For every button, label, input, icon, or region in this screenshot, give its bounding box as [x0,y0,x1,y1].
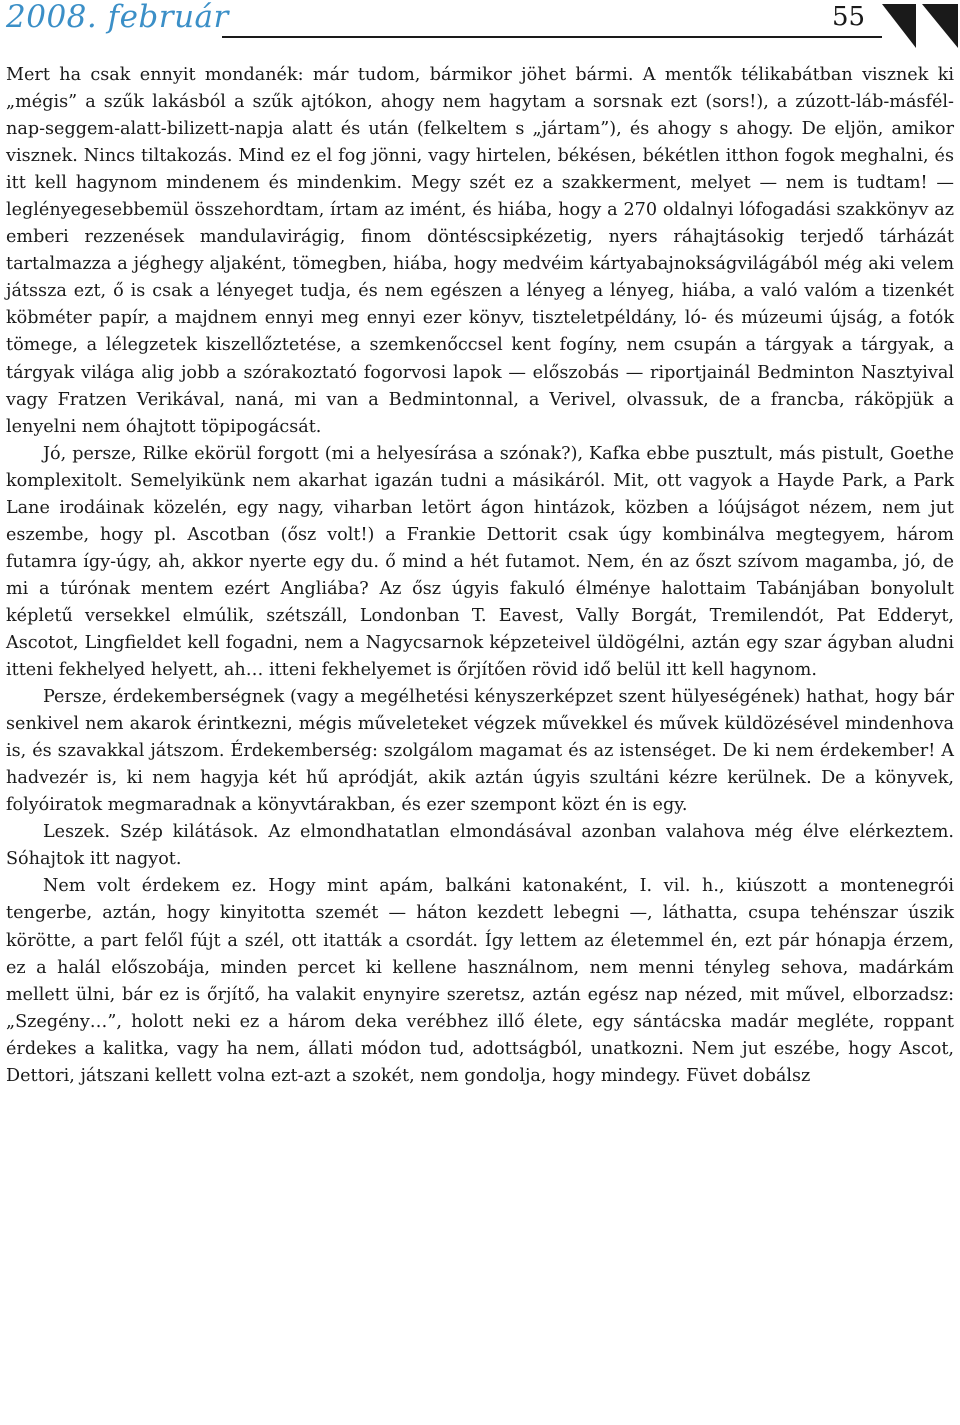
running-title: 2008. február [6,0,229,35]
page-number: 55 [832,2,866,32]
body-text [6,62,954,1090]
double-triangle-mark-icon [882,4,958,48]
paragraph-5: Nem volt érdekem ez. Hogy mint apám, balkáni katonaként, I. vil. h., kiúszott a montenegrói tengerbe, aztán, hogy kinyitotta szemét — háton kezdett lebegni —, láthatta, csupa tehénszar úszik körötte, a part felől fújt a szél, ott itatták a csordát. Így lettem az életemmel én, ezt pár hónapja érzem, ez a halál előszobája, minden percet ki kellene használnom, nem menni tényleg sehova, madárkám mellett ülni, bár ez is őrjítő, ha valakit enynyire szeretsz, aztán egész nap nézed, mit művel, elborzadsz: „Szegény…”, holott neki ez a három deka verébhez illő élete, egy sántácska madár megléte, roppant érdekes a kalitka, vagy ha nem, állati módon tud, adottságból, unatkozni. Nem jut eszébe, hogy Ascot, Dettori, játszani kellett volna ezt-azt a szokét, nem gondolja, hogy mindegy. Füvet dobálsz [6,876,954,1086]
paragraph-4: Leszek. Szép kilátások. Az elmondhatatlan elmondásával azonban valahova még élve elérkeztem. Sóhajtok itt nagyot. [6,822,954,870]
paragraph-1: Mert ha csak ennyit mondanék: már tudom, bármikor jöhet bármi. A mentők télikabátban visznek ki „mégis” a szűk lakásból a szűk ajtókon, ahogy nem hagytam a sorsnak ezt (sors!), a zúzott-láb-másfél-nap-seggem-alatt-bilizett-napja alatt és után (felkeltem s „jártam”), és ahogy s ahogy. De eljön, amikor visznek. Nincs tiltakozás. Mind ez el fog jönni, vagy hirtelen, békésen, békétlen itthon fogok meghalni, és itt kell hagynom mindenem és mindenkim. Megy szét ez a szakkerment, melyet — nem is tudtam! — leglényegesebbemül összehordtam, írtam az imént, és hiába, hogy a 270 oldalnyi lófogadási szakkönyv az emberi rezzenések mandulavirágig, finom döntéscsipkézetig, nyers ráhajtásokig terjedő tárházát tartalmazza a jéghegy aljaként, tömegben, hiába, hogy medvéim kártyabajnokságvilágából még aki velem játssza ezt, ő is csak a lényeget tudja, és nem egészen a lényeg a lényeg, hiába, a való valóm a tizenkét köbméter papír, a majdnem ennyi meg ennyi ezer könyv, tiszteletpéldány, ló- és múzeumi újság, a fotók tömege, a lélegzetek kiszellőztetése, a szemkenőccsel kent fogíny, nem csupán a tárgyak a tárgyak, a tárgyak világa alig jobb a szórakoztató fogorvosi lapok — előszobás — riportjainál Bedminton Nasztyival vagy Fratzen Verikával, naná, mi van a Bedmintonnal, a Verivel, olvassuk, de a francba, ráköpjük a lenyelni nem óhajtott töpipogácsát. [6,65,954,437]
paragraph-3: Persze, érdekemberségnek (vagy a megélhetési kényszerképzet szent hülyeségének) hathat, hogy bár senkivel nem akarok érintkezni, mégis műveleteket végzek művekkel és művek küldözésével mindenhova is, és szavakkal játszom. Érdekemberség: szolgálom magamat és az istenséget. De ki nem érdekember! A hadvezér is, ki nem hagyja két hű apródját, akik aztán úgyis szultáni kézre kerülnek. De a könyvek, folyóiratok megmaradnak a könyvtárakban, és ezer szempont közt én is egy. [6,687,954,816]
header-rule [222,36,882,38]
paragraph-2: Jó, persze, Rilke ekörül forgott (mi a helyesírása a szónak?), Kafka ebbe pusztult, más pistult, Goethe komplexitolt. Semelyikünk nem akarhat igazán tudni a másikáról. Mit, ott vagyok a Hayde Park, a Park Lane irodáinak közelén, egy nagy, viharban letört ágon hintázok, közben a lóújságot nézem, nem jut eszembe, hogy pl. Ascotban (ősz volt!) a Frankie Dettorit csak úgy kombinálva megtegyem, három futamra így-úgy, ah, akkor nyerte egy du. ő mind a hét futamot. Nem, én az őszt szívom magamba, jó, de mi a túrónak mentem ezért Angliába? Az ősz úgyis fakuló élménye halottaim Tabánjában bonyolult képletű versekkel elmúlik, szétszáll, Londonban T. Eavest, Vally Borgát, Tremilendót, Pat Edderyt, Ascotot, Lingfieldet kell fogadni, nem a Nagycsarnok képzeteivel üldögélni, aztán egy szar ágyban aludni itteni fekhelyed helyett, ah… itteni fekhelyemet is őrjítően rövid idő belül itt kell hagynom. [6,443,954,681]
page-header [0,0,960,50]
